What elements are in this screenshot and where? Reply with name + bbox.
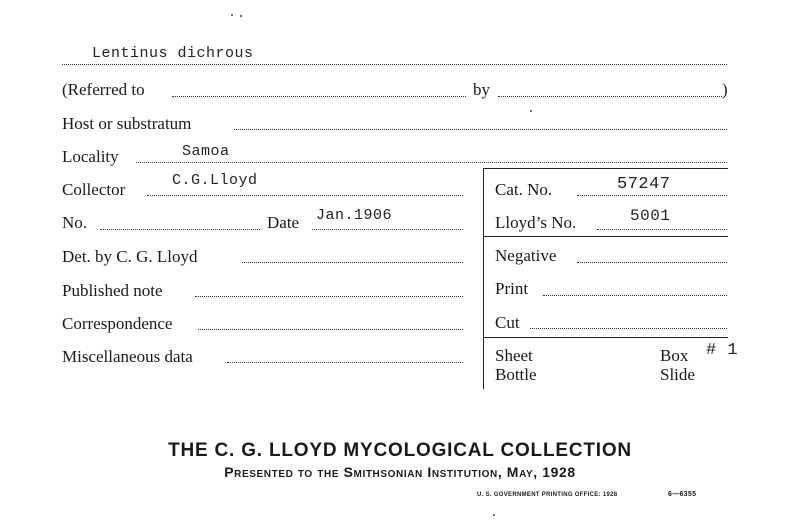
- ink-speck: [231, 14, 233, 16]
- cat-no-label: Cat. No.: [495, 180, 553, 199]
- locality-line: [136, 162, 727, 163]
- referred-to-line: [172, 96, 466, 97]
- collection-title: THE C. G. LLOYD MYCOLOGICAL COLLECTION: [168, 440, 632, 461]
- printer-imprint: U. S. GOVERNMENT PRINTING OFFICE: 1928: [477, 492, 618, 498]
- misc-data-line: [227, 362, 463, 363]
- box-divider-line: [484, 236, 728, 237]
- locality-value: Samoa: [182, 143, 230, 160]
- lloyds-no-value: 5001: [630, 207, 671, 225]
- date-line: [312, 229, 463, 230]
- slide-label: Slide: [660, 365, 695, 384]
- det-by-line: [242, 262, 463, 263]
- cat-no-value: 57247: [617, 175, 671, 194]
- date-value: Jan.1906: [316, 207, 393, 224]
- form-number: 6—6355: [668, 491, 697, 498]
- lloyds-no-label: Lloyd’s No.: [495, 213, 577, 232]
- collection-subtitle: [0, 464, 800, 480]
- box-divider-line: [484, 337, 728, 338]
- lloyds-no-line: [597, 229, 727, 230]
- collection-subtitle-text: Presented to the Smithsonian Institution, May, 1928: [224, 464, 576, 480]
- print-line: [543, 295, 727, 296]
- taxon-name: Lentinus dichrous: [92, 45, 254, 62]
- ink-speck: [493, 514, 495, 516]
- misc-data-label: Miscellaneous data: [62, 347, 193, 366]
- host-label: Host or substratum: [62, 114, 192, 133]
- correspondence-line: [198, 329, 463, 330]
- close-paren: ): [722, 80, 728, 99]
- box-top-line: [484, 168, 728, 169]
- collector-line: [147, 195, 463, 196]
- sheet-label: Sheet: [495, 346, 533, 365]
- by-line: [498, 96, 722, 97]
- cut-label: Cut: [495, 313, 520, 332]
- box-value: # 1: [706, 341, 739, 360]
- referred-to-label: (Referred to: [62, 80, 145, 99]
- ink-speck: [530, 110, 532, 112]
- published-note-line: [195, 296, 463, 297]
- host-line: [234, 129, 727, 130]
- cat-no-line: [577, 195, 727, 196]
- ink-speck: [240, 15, 242, 17]
- collector-value: C.G.Lloyd: [172, 172, 258, 189]
- published-note-label: Published note: [62, 281, 163, 300]
- locality-label: Locality: [62, 147, 119, 166]
- negative-label: Negative: [495, 246, 557, 265]
- by-label: by: [473, 80, 490, 99]
- det-by-label: Det. by C. G. Lloyd: [62, 247, 198, 266]
- collector-label: Collector: [62, 180, 126, 199]
- print-label: Print: [495, 279, 529, 298]
- bottle-label: Bottle: [495, 365, 537, 384]
- cut-line: [530, 328, 727, 329]
- box-label: Box: [660, 346, 689, 365]
- negative-line: [577, 262, 727, 263]
- box-left-line: [483, 168, 484, 389]
- date-label: Date: [267, 213, 300, 232]
- number-label: No.: [62, 213, 88, 232]
- taxon-line: [62, 64, 727, 65]
- correspondence-label: Correspondence: [62, 314, 173, 333]
- number-line: [100, 229, 260, 230]
